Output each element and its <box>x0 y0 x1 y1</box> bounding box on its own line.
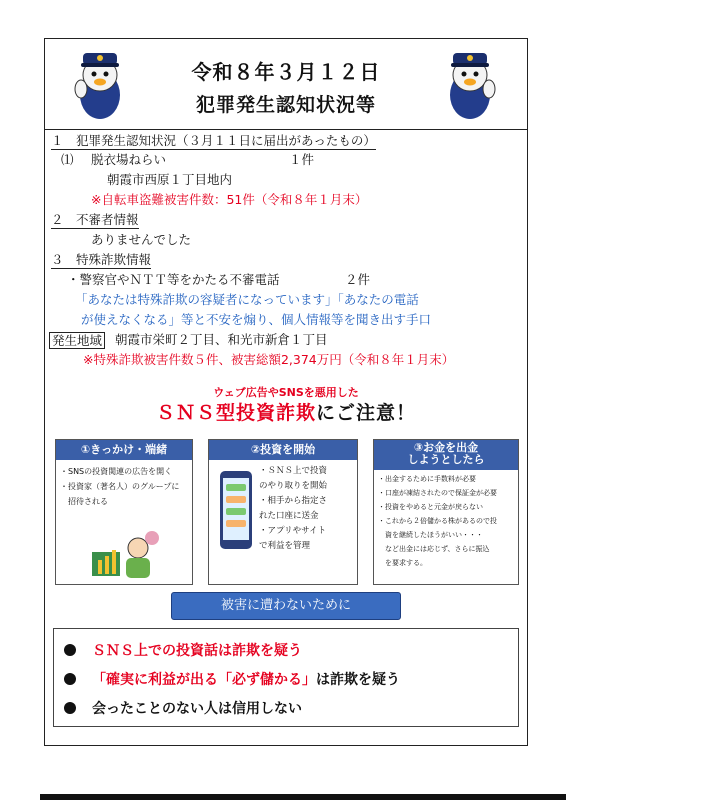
warning-1-text: ＳＮＳ上での投資話は詐欺を疑う <box>92 643 302 659</box>
warning-2-red-text: 「確実に利益が出る「必ず儲かる」 <box>92 672 316 688</box>
panel-start-investing <box>208 439 358 585</box>
panel-withdraw-header: ③お金を出金 しようとしたら <box>374 440 518 470</box>
promo-title-black: にご注意！ <box>316 402 417 424</box>
section3-heading: ３ 特殊詐欺情報 <box>51 252 152 267</box>
section1-item-label: 脱衣場ねらい <box>91 152 167 167</box>
promo-title <box>45 398 527 425</box>
bullet-icon <box>64 644 76 656</box>
panel-withdraw <box>373 439 519 585</box>
police-mascot-image <box>439 45 501 123</box>
promo-subtitle: ウェブ広告やSNSを悪用した <box>213 386 359 399</box>
document-header <box>45 39 527 130</box>
section1-note: ※自転車盗難被害件数：51件（令和８年１月末） <box>91 192 368 207</box>
report-date: 令和８年３月１２日 <box>191 60 381 84</box>
smartphone-icon <box>219 470 253 550</box>
section3-quote-line1: 「あなたは特殊詐欺の容疑者になっています」「あなたの電話 <box>75 292 419 307</box>
bullet-icon <box>64 673 76 685</box>
promo-title-red: ＳＮＳ型投資詐欺 <box>155 402 316 424</box>
panel-start-header: ②投資を開始 <box>209 440 357 460</box>
section1-item-number: ⑴ <box>61 152 74 167</box>
section2-heading: ２ 不審者情報 <box>51 212 139 227</box>
section1-location: 朝霞市西原１丁目地内 <box>107 172 233 187</box>
panel-trigger-header: ①きっかけ・端緒 <box>56 440 192 460</box>
report-title: 犯罪発生認知状況等 <box>195 94 376 116</box>
panel-trigger <box>55 439 193 585</box>
warning-2 <box>64 669 400 689</box>
warnings-box <box>53 628 519 727</box>
panel-trigger-text: ・SNSの投資関連の広告を開く ・投資家（著名人）のグループに 招待される <box>60 467 180 506</box>
bullet-icon <box>64 702 76 714</box>
warning-1 <box>64 640 302 660</box>
people-illustration <box>86 530 166 580</box>
section3-area-value: 朝霞市栄町２丁目、和光市新倉１丁目 <box>115 332 328 347</box>
section1-heading: １ 犯罪発生認知状況（３月１１日に届出があったもの） <box>51 133 376 148</box>
section3-item-label: ・警察官やＮＴＴ等をかたる不審電話 <box>67 272 280 287</box>
section2-body: ありませんでした <box>91 232 192 247</box>
section3-note: ※特殊詐欺被害件数５件、被害総額2,374万円（令和８年１月末） <box>83 352 455 367</box>
section3-item-count: ２件 <box>345 272 371 287</box>
section3-quote-line2: が使えなくなる」等と不安を煽り、個人情報等を聞き出す手口 <box>81 312 432 327</box>
section3-area-label: 発生地域 <box>49 332 105 349</box>
panel-withdraw-text: ・出金するために手数料が必要 ・口座が凍結されたので保証金が必要 ・投資をやめると元金が戻らない ・これから２倍儲かる株があるので投 資を継続したほうがいい・・・ など出金には応じず、さらに振込 を要求する。 <box>378 475 497 567</box>
document-sheet <box>44 38 528 746</box>
prevention-banner: 被害に遭わないために <box>171 592 401 620</box>
panel-start-text: ・ＳＮＳ上で投資 のやり取りを開始 ・相手から指定さ れた口座に送金 ・アプリやサイト で利益を管理 <box>259 466 328 551</box>
section1-item-count: １件 <box>289 152 315 167</box>
warning-3-text: 会ったことのない人は信用しない <box>92 701 302 717</box>
bottom-rule <box>40 794 566 800</box>
warning-3 <box>64 698 302 718</box>
warning-2-black-text: は詐欺を疑う <box>316 672 400 688</box>
